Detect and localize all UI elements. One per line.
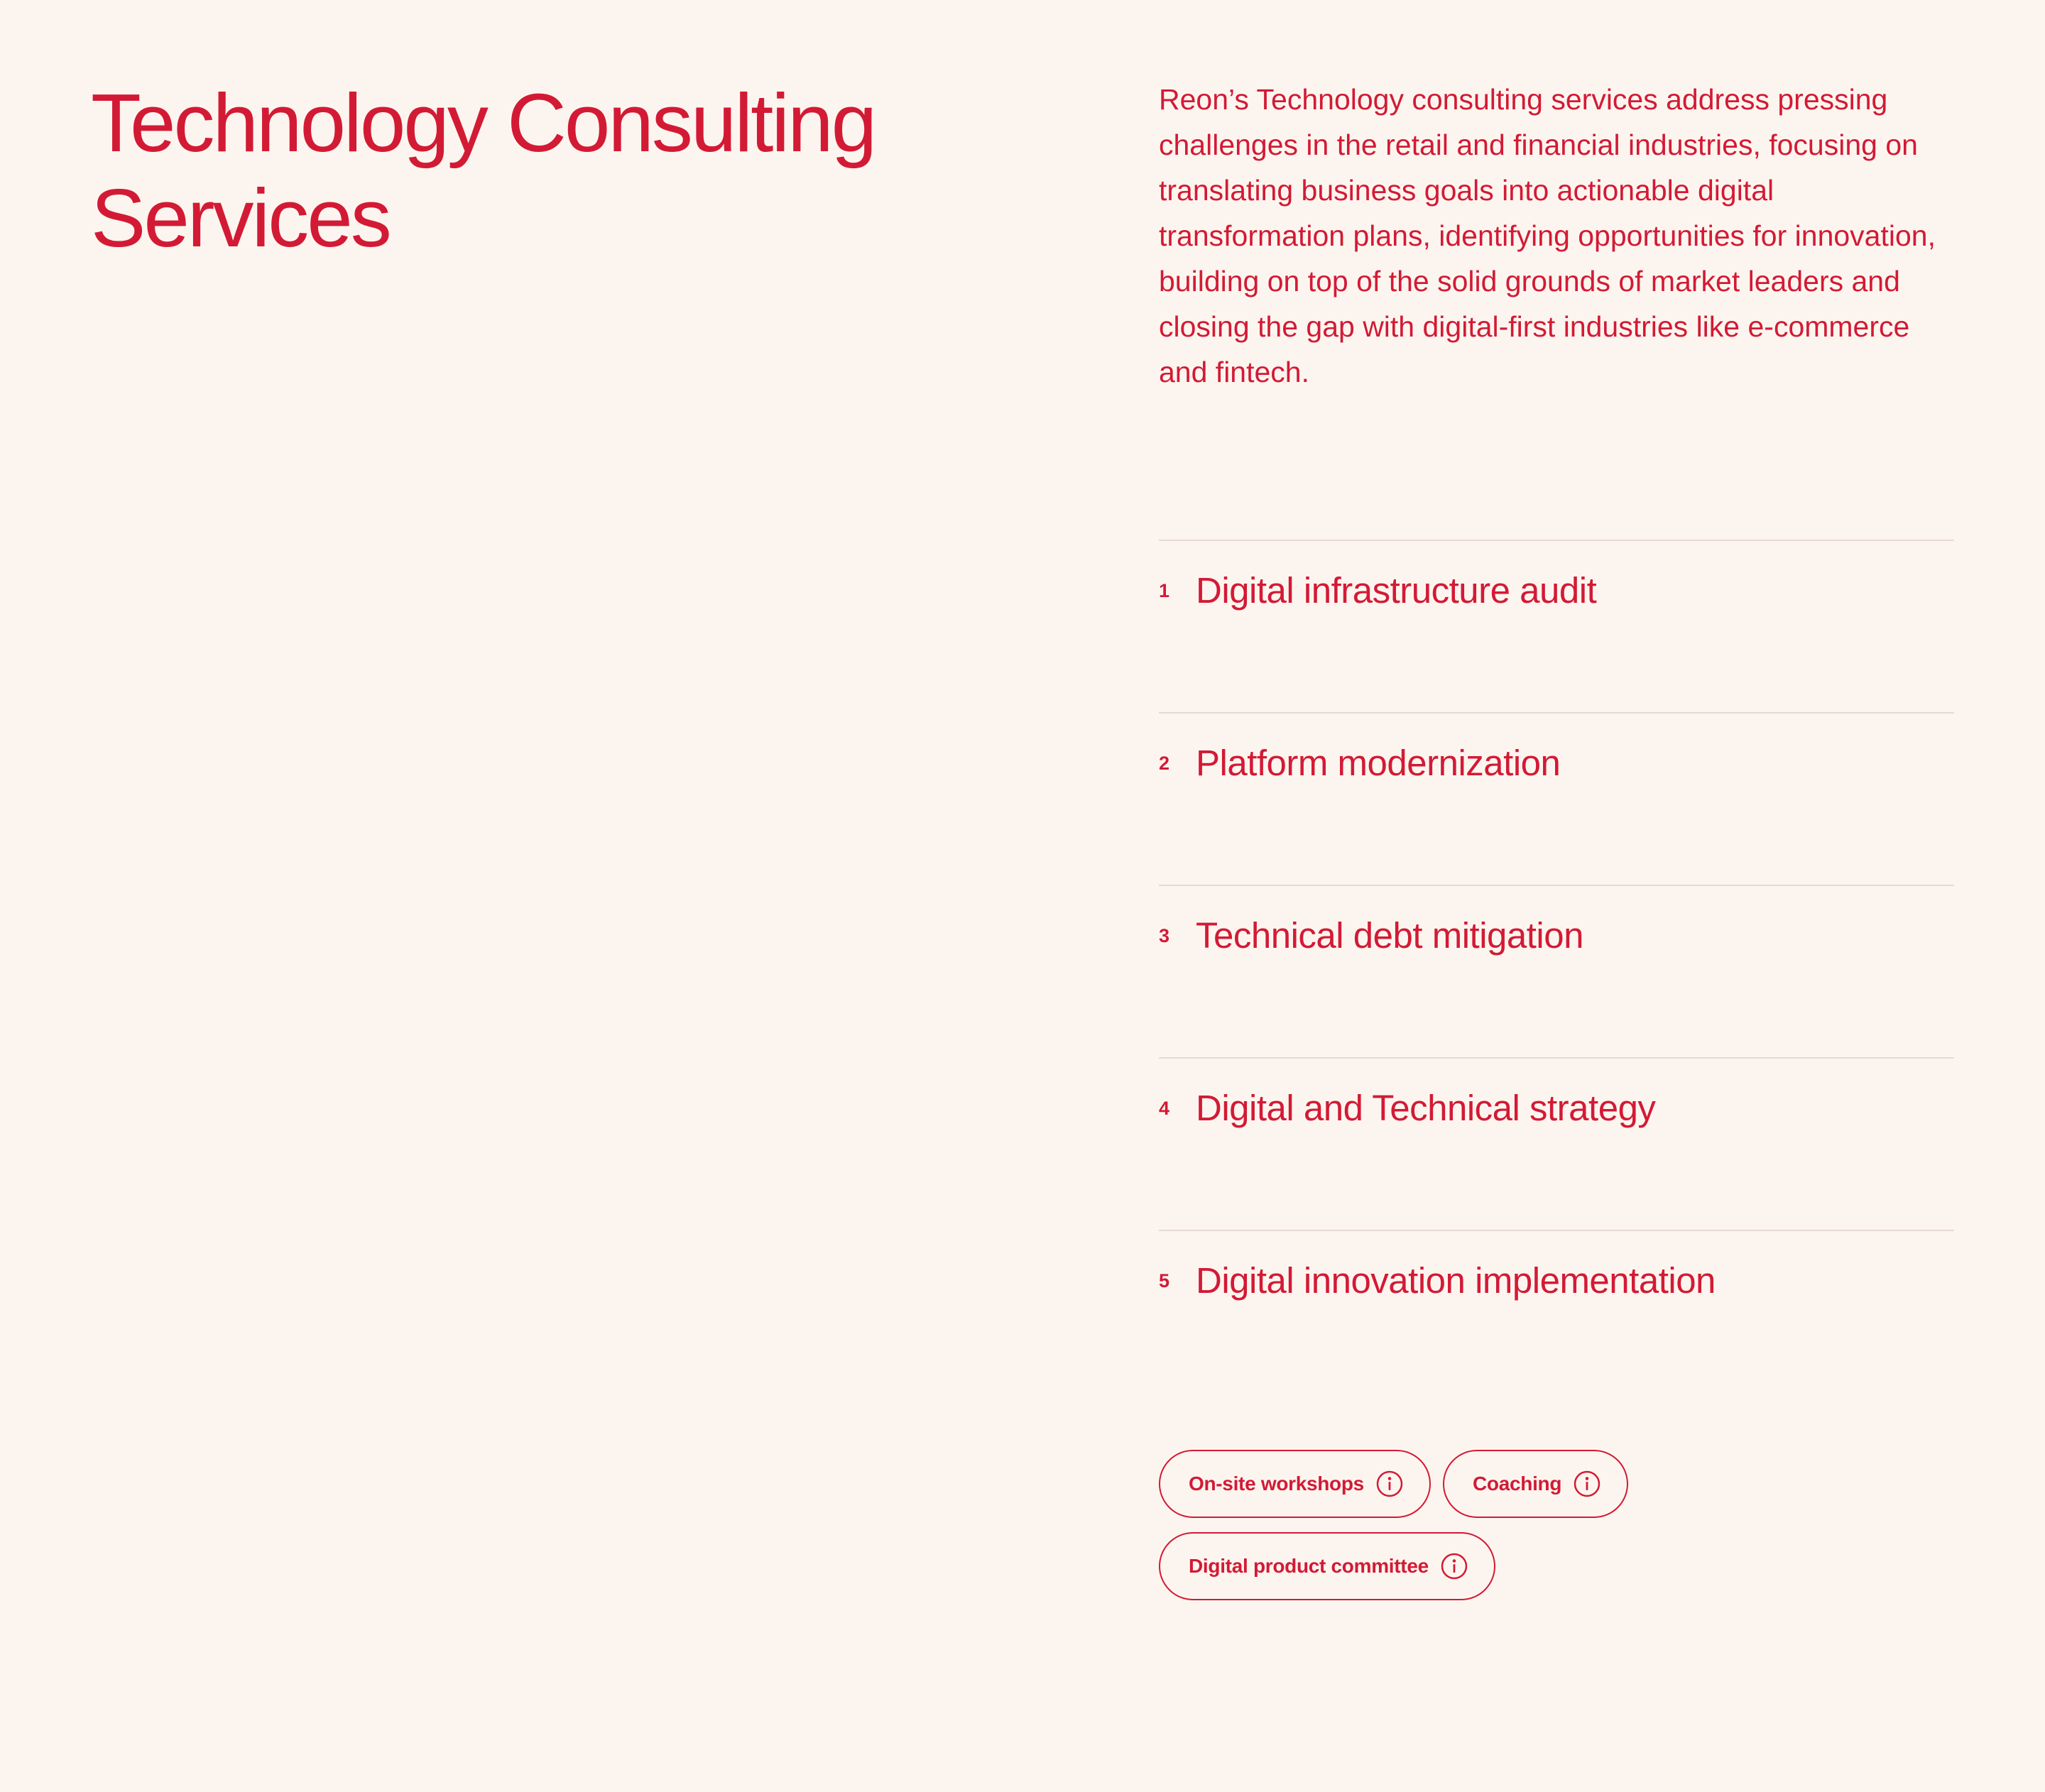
chip-digital-product-committee[interactable] [1159, 1532, 1495, 1600]
chip-coaching[interactable] [1443, 1450, 1628, 1518]
info-icon[interactable] [1573, 1470, 1601, 1498]
chip-label: Coaching [1473, 1473, 1562, 1495]
info-icon[interactable] [1440, 1552, 1468, 1580]
service-item-4[interactable] [1159, 1057, 1954, 1230]
service-number: 3 [1159, 925, 1170, 946]
service-item-2[interactable] [1159, 712, 1954, 885]
service-item-1[interactable] [1159, 540, 1954, 712]
service-label: Digital and Technical strategy [1196, 1088, 1656, 1128]
service-number: 2 [1159, 753, 1170, 774]
page-title-line-1: Technology Consulting [91, 77, 876, 169]
service-label: Digital innovation implementation [1196, 1260, 1716, 1301]
service-number: 5 [1159, 1270, 1170, 1291]
service-item-3[interactable] [1159, 885, 1954, 1057]
page-title [91, 75, 1014, 266]
service-number: 1 [1159, 580, 1170, 601]
info-icon[interactable] [1375, 1470, 1404, 1498]
service-label: Digital infrastructure audit [1196, 570, 1597, 611]
chip-label: Digital product committee [1189, 1555, 1429, 1577]
services-list [1159, 540, 1954, 1402]
chip-label: On-site workshops [1189, 1473, 1364, 1495]
page-title-line-2: Services [91, 172, 390, 264]
intro-paragraph: Reon’s Technology consulting services address pressing challenges in the retail and financial industries, focusing on translating business goals into actionable digital transformation plans, identifying opportunities for innovation, building on top of the solid grounds of market leaders and closing the gap with digital-first industries like e-commerce and fintech. [1159, 83, 1936, 388]
service-item-5[interactable] [1159, 1230, 1954, 1402]
service-number: 4 [1159, 1098, 1170, 1119]
chip-on-site-workshops[interactable] [1159, 1450, 1431, 1518]
service-label: Technical debt mitigation [1196, 915, 1583, 956]
service-label: Platform modernization [1196, 743, 1561, 783]
